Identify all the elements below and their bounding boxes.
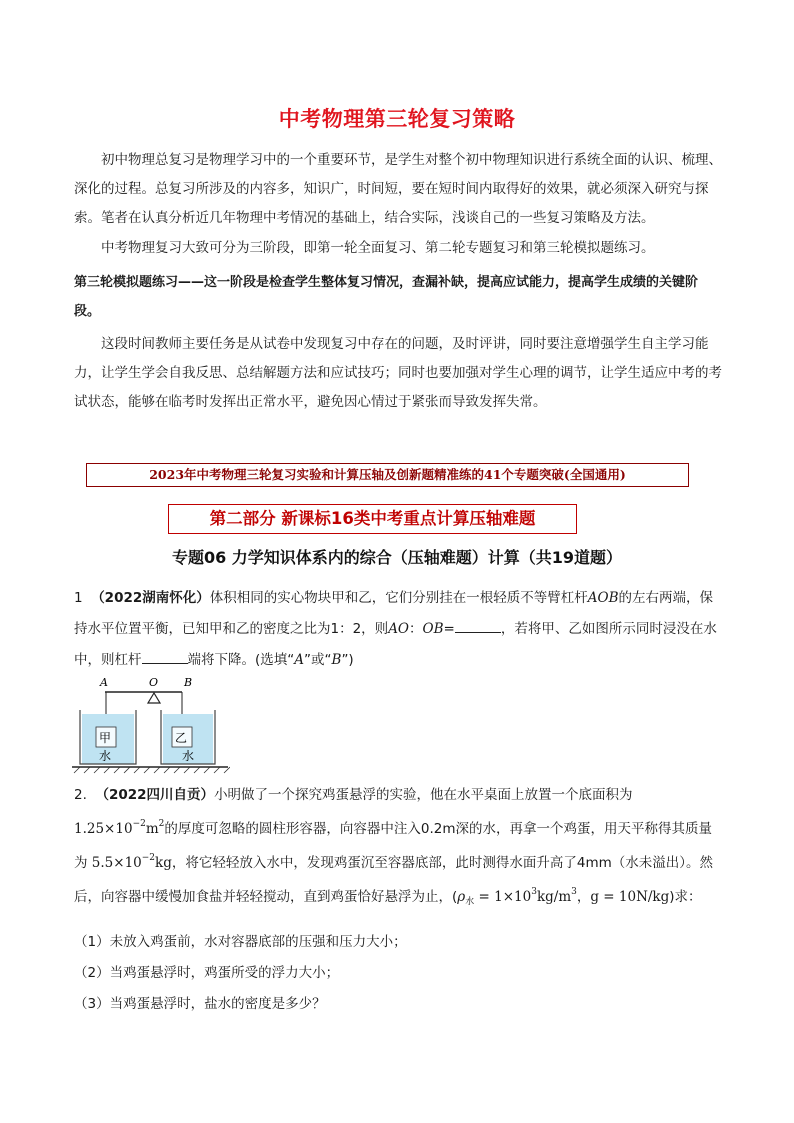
question-text: 向容器中缓慢加食盐并轻轻搅动，直到鸡蛋恰好悬浮为止，( — [101, 889, 458, 905]
mass-value: $5.5\times 10^{-2}kg$ — [91, 853, 172, 871]
block-jia-label: 甲 — [99, 731, 112, 745]
question-2 — [74, 778, 722, 914]
question-text: ，将它轻轻放入水中，发现鸡蛋沉至容器底部，此时测得水面升高了4mm（水未溢出）。然后， — [74, 855, 714, 905]
question-text: )求： — [669, 889, 702, 905]
question-text: ，若将甲、乙如图所示同时浸没在水中，则杠杆 — [74, 621, 717, 668]
ratio-ob: OB — [422, 621, 444, 637]
option-a: A — [294, 652, 305, 668]
label-o: O — [149, 676, 159, 689]
sub-question-2: （2）当鸡蛋悬浮时，鸡蛋所受的浮力大小； — [74, 965, 340, 981]
density-constant: $\rho_水 = 1\times 10^3kg/m^3$ — [457, 887, 577, 907]
question-source: （2022湖南怀化） — [91, 590, 210, 606]
question-text: 小明做了一个探究鸡蛋悬浮的实验，他在水平桌面上放置一个底面积为 — [214, 787, 633, 803]
sub-question-1: （1）未放入鸡蛋前，水对容器底部的压强和压力大小； — [74, 934, 407, 950]
answer-blank-1[interactable] — [455, 618, 501, 633]
label-a: A — [100, 676, 108, 689]
page-title: 中考物理第三轮复习策略 — [278, 107, 516, 131]
series-banner: 2023年中考物理三轮复习实验和计算压轴及创新题精准练的41个专题突破(全国通用) — [86, 463, 689, 487]
sub-question-3: （3）当鸡蛋悬浮时，盐水的密度是多少？ — [74, 996, 326, 1012]
label-b: B — [184, 676, 193, 689]
ratio-colon: ： — [409, 621, 423, 637]
lever-figure — [70, 672, 230, 774]
question-text: = — [443, 621, 455, 637]
question-source: （2022四川自贡） — [95, 787, 215, 803]
question-number: 2. — [74, 787, 87, 803]
fulcrum-icon — [148, 693, 160, 703]
question-text: ”) — [341, 652, 354, 668]
question-text: 体积相同的实心物块甲和乙，它们分别挂在一根轻质不等臂杠杆 — [209, 590, 588, 606]
question-text: 的左右两端，保持水平位置平衡，已知甲和乙的密度之比为1：2，则 — [74, 590, 714, 637]
lever-name: AOB — [587, 590, 619, 606]
intro-paragraph-3: 第三轮模拟题练习——这一阶段是检查学生整体复习情况，查漏补缺，提高应试能力，提高学生成绩的关键阶段。 — [74, 275, 699, 319]
water-label-right: 水 — [182, 749, 195, 763]
ratio-ao: AO — [388, 621, 410, 637]
block-yi-label: 乙 — [175, 731, 188, 745]
question-text: ”或“ — [304, 652, 332, 668]
option-b: B — [331, 652, 342, 668]
gravity-constant: ，g = 10N/kg — [576, 889, 670, 905]
water-label-left: 水 — [99, 749, 112, 763]
intro-paragraph-2: 中考物理复习大致可分为三阶段，即第一轮全面复习、第二轮专题复习和第三轮模拟题练习。 — [101, 240, 655, 256]
question-1 — [74, 583, 722, 676]
intro-paragraph-4: 这段时间教师主要任务是从试卷中发现复习中存在的问题，及时评讲，同时要注意增强学生自主学习能力，让学生学会自我反思、总结解题方法和应试技巧；同时也要加强对学生心理的调节，让学生适应中考的考试状态，能够在临考时发挥出正常水平，避免因心情过于紧张而导致发挥失常。 — [74, 336, 722, 410]
section-heading: 第二部分 新课标16类中考重点计算压轴难题 — [168, 504, 577, 534]
answer-blank-2[interactable] — [142, 649, 188, 664]
topic-heading: 专题06 力学知识体系内的综合（压轴难题）计算（共19道题） — [171, 548, 623, 567]
area-value: $1.25\times 10^{-2}m^2$ — [74, 819, 165, 837]
ground-hatching — [74, 767, 230, 773]
question-text: 的厚度可忽略的圆柱形容器，向容器中注入0.2m深的水，再拿一个鸡蛋，用天平称得其质量为 — [74, 821, 713, 871]
question-text: 端将下降。(选填“ — [187, 652, 295, 668]
question-number: 1 — [74, 590, 83, 606]
intro-paragraph-1: 初中物理总复习是物理学习中的一个重要环节，是学生对整个初中物理知识进行系统全面的认识、梳理、深化的过程。总复习所涉及的内容多，知识广，时间短，要在短时间内取得好的效果，就必须深入研究与探索。笔者在认真分析近几年物理中考情况的基础上，结合实际，浅谈自己的一些复习策略及方法。 — [74, 152, 722, 226]
